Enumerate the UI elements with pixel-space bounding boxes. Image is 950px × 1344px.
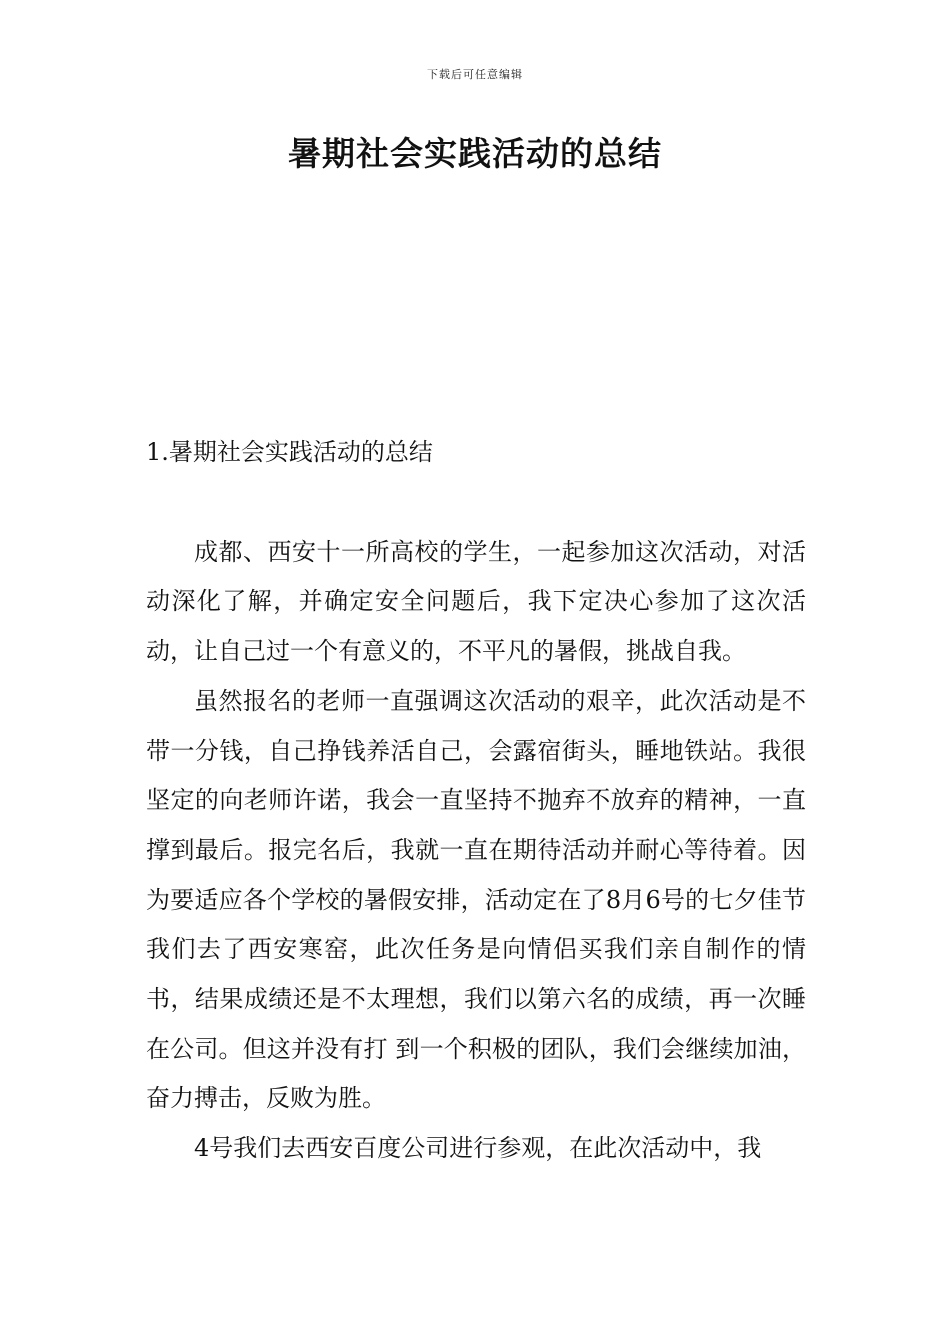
section-heading: 1.暑期社会实践活动的总结: [146, 438, 433, 466]
header-note: 下载后可任意编辑: [427, 68, 523, 81]
document-body: [146, 428, 806, 1174]
document-title: 暑期社会实践活动的总结: [288, 134, 662, 173]
paragraph: 成都、西安十一所高校的学生，一起参加这次活动，对活动深化了解，并确定安全问题后，我下定决心参加了这次活动，让自己过一个有意义的，不平凡的暑假，挑战自我。: [146, 537, 806, 666]
paragraph: 虽然报名的老师一直强调这次活动的艰辛，此次活动是不带一分钱，自己挣钱养活自己，会露宿街头，睡地铁站。我很坚定的向老师许诺，我会一直坚持不抛弃不放弃的精神，一直撑到最后。报完名后，我就一直在期待活动并耐心等待着。因为要适应各个学校的暑假安排，活动定在了8月6号的七夕佳节我们去了西安寒窑，此次任务是向情侣买我们亲自制作的情书，结果成绩还是不太理想，我们以第六名的成绩，再一次睡在公司。但这并没有打 到一个积极的团队，我们会继续加油，奋力搏击，反败为胜。: [146, 686, 806, 1113]
paragraph: 4号我们去西安百度公司进行参观，在此次活动中，我: [194, 1134, 762, 1163]
